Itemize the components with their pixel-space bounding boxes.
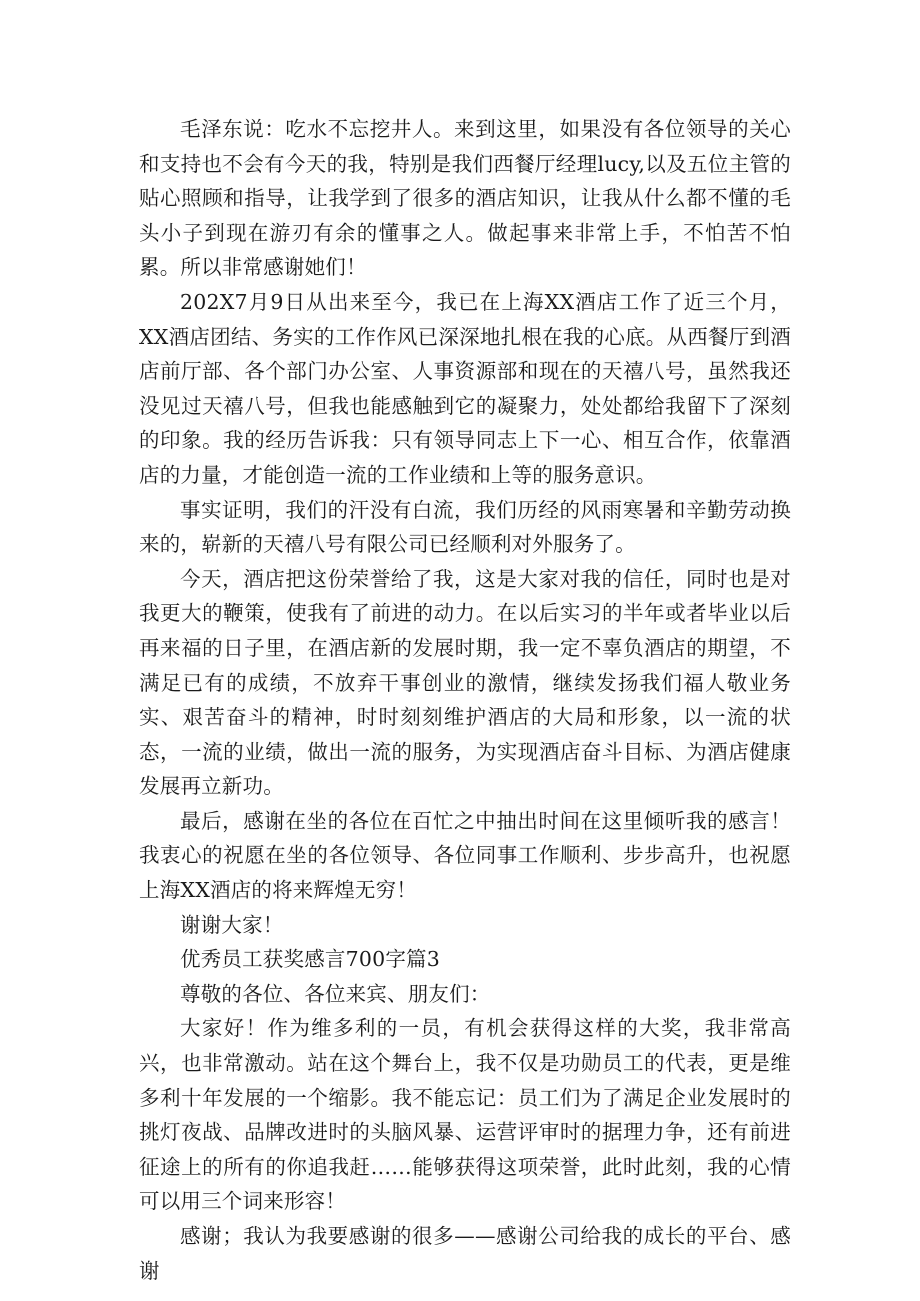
document-body [139,112,791,1288]
paragraph-greeting: 大家好！作为维多利的一员，有机会获得这样的大奖，我非常高兴，也非常激动。站在这个舞台上，我不仅是功勋员工的代表，更是维多利十年发展的一个缩影。我不能忘记：员工们为了满足企业发展时的挑灯夜战、品牌改进时的头脑风暴、运营评审时的据理力争，还有前进征途上的所有的你追我赶……能够获得这项荣誉，此时此刻，我的心情可以用三个词来形容！ [139,1016,791,1214]
paragraph-thank-you: 谢谢大家！ [180,912,284,937]
paragraph-work-experience: 202X7月9日从出来至今，我已在上海XX酒店工作了近三个月，XX酒店团结、务实的工作作风已深深地扎根在我的心底。从西餐厅到酒店前厅部、各个部门办公室、人事资源部和现在的天禧八号，虽然我还没见过天禧八号，但我也能感触到它的凝聚力，处处都给我留下了深刻的印象。我的经历告诉我：只有领导同志上下一心、相互合作，依靠酒店的力量，才能创造一流的工作业绩和上等的服务意识。 [139,289,791,487]
paragraph-honor: 今天，酒店把这份荣誉给了我，这是大家对我的信任，同时也是对我更大的鞭策，使我有了前进的动力。在以后实习的半年或者毕业以后再来福的日子里，在酒店新的发展时期，我一定不辜负酒店的期望，不满足已有的成绩，不放弃干事创业的激情，继续发扬我们福人敬业务实、艰苦奋斗的精神，时时刻刻维护酒店的大局和形象，以一流的状态，一流的业绩，做出一流的服务，为实现酒店奋斗目标、为酒店健康发展再立新功。 [139,566,791,799]
paragraph-closing: 最后，感谢在坐的各位在百忙之中抽出时间在这里倾听我的感言！我衷心的祝愿在坐的各位领导、各位同事工作顺利、步步高升，也祝愿上海XX酒店的将来辉煌无穷！ [139,808,791,903]
paragraph-thanks-mao: 毛泽东说：吃水不忘挖井人。来到这里，如果没有各位领导的关心和支持也不会有今天的我，特别是我们西餐厅经理lucy,以及五位主管的贴心照顾和指导，让我学到了很多的酒店知识，让我从什么都不懂的毛头小子到现在游刃有余的懂事之人。做起事来非常上手，不怕苦不怕累。所以非常感谢她们！ [139,117,791,280]
section-title: 优秀员工获奖感言700字篇3 [180,947,440,972]
paragraph-gratitude: 感谢；我认为我要感谢的很多——感谢公司给我的成长的平台、感谢 [139,1224,791,1283]
paragraph-salutation: 尊敬的各位、各位来宾、朋友们： [180,981,491,1006]
paragraph-facts: 事实证明，我们的汗没有白流，我们历经的风雨寒暑和辛勤劳动换来的，崭新的天禧八号有限公司已经顺利对外服务了。 [139,497,791,557]
